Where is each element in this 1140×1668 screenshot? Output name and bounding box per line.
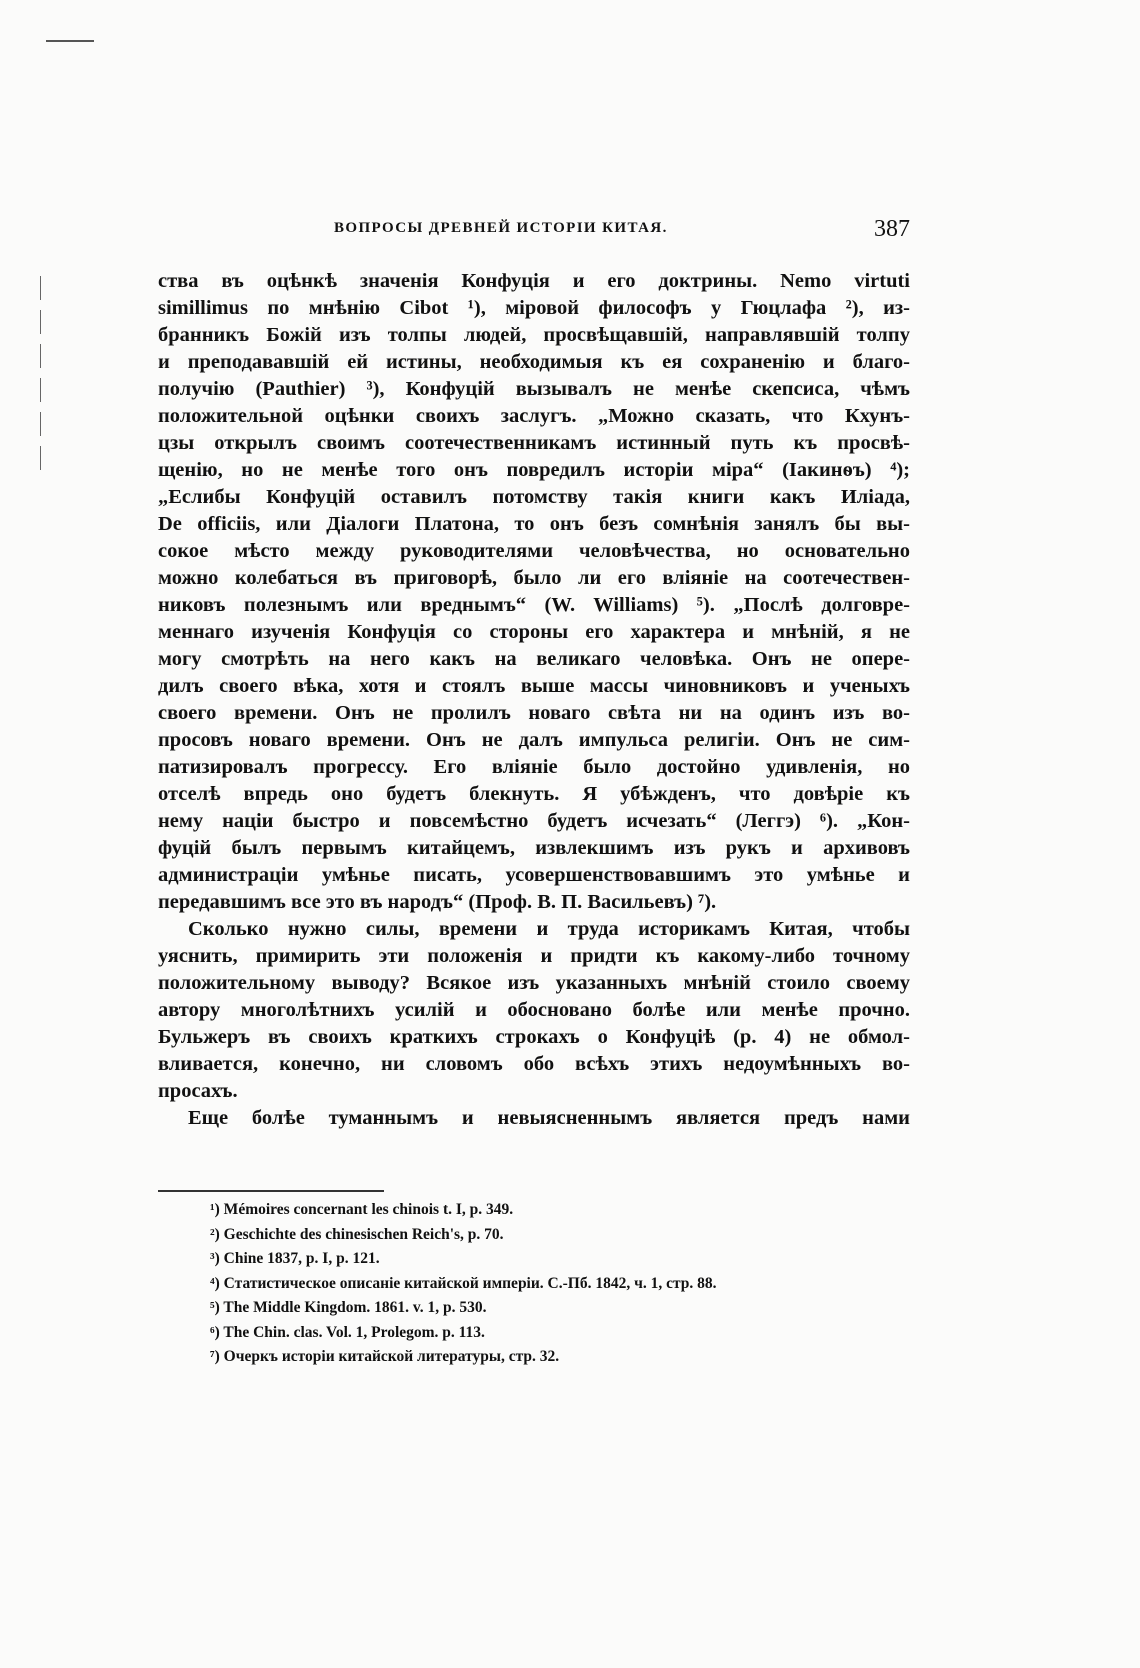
margin-mark [40, 446, 41, 470]
text-line: отселѣ впредь оно будетъ блекнуть. Я убѣжденъ, что довѣріе къ [158, 783, 910, 805]
text-line: просахъ. [158, 1080, 238, 1102]
text-line: уяснить, примирить эти положенія и придти къ какому-либо точному [158, 945, 910, 967]
text-line: сокое мѣсто между руководителями человѣчества, но основательно [158, 540, 910, 562]
text-line: вливается, конечно, ни словомъ обо всѣхъ этихъ недоумѣнныхъ во- [158, 1053, 910, 1075]
text-line: получію (Pauthier) ³), Конфуцій вызывалъ не менѣе скепсиса, чѣмъ [158, 378, 910, 400]
margin-mark [40, 310, 41, 334]
text-line: меннаго изученія Конфуція со стороны его характера и мнѣній, я не [158, 621, 910, 643]
top-rule [46, 40, 94, 42]
text-line: simillimus по мнѣнію Cibot ¹), міровой философъ у Гюцлафа ²), из- [158, 297, 910, 319]
text-line: можно колебаться въ приговорѣ, было ли его вліяніе на соотечествен- [158, 567, 910, 589]
page-number: 387 [874, 216, 910, 242]
margin-mark [40, 412, 41, 436]
text-line: бранникъ Божій изъ толпы людей, просвѣщавшій, направлявшій толпу [158, 324, 910, 346]
margin-mark [40, 344, 41, 368]
text-line: Еще болѣе туманнымъ и невыясненнымъ является предъ нами [188, 1107, 910, 1129]
margin-marks [38, 276, 44, 480]
margin-mark [40, 276, 41, 300]
text-line: положительному выводу? Всякое изъ указанныхъ мнѣній стоило своему [158, 972, 910, 994]
text-line: Сколько нужно силы, времени и труда историкамъ Китая, чтобы [188, 918, 910, 940]
text-line: фуцій былъ первымъ китайцемъ, извлекшимъ изъ рукъ и архивовъ [158, 837, 910, 859]
footnote: ⁴) Статистическое описаніе китайской имперіи. С.-Пб. 1842, ч. 1, стр. 88. [210, 1274, 717, 1292]
text-line: De officiis, или Діалоги Платона, то онъ безъ сомнѣнія занялъ бы вы- [158, 513, 910, 535]
footnote: ⁶) The Chin. clas. Vol. 1, Prolegom. p. 113. [210, 1323, 485, 1341]
footnote: ¹) Mémoires concernant les chinois t. I, p. 349. [210, 1201, 514, 1218]
text-line: своего времени. Онъ не пролилъ новаго свѣта ни на одинъ изъ во- [158, 702, 910, 724]
footnotes [210, 1198, 930, 1370]
footnote: ³) Chine 1837, p. I, p. 121. [210, 1250, 380, 1267]
text-line: щенію, но не менѣе того онъ повредилъ исторіи міра“ (Іакинѳъ) ⁴); [158, 459, 910, 481]
text-line: положительной оцѣнки своихъ заслугъ. „Можно сказать, что Кхунъ- [158, 405, 910, 427]
body-text [158, 268, 910, 1132]
text-line: никовъ полезнымъ или вреднымъ“ (W. Williams) ⁵). „Послѣ долговре- [158, 594, 910, 616]
running-head: ВОПРОСЫ ДРЕВНЕЙ ИСТОРІИ КИТАЯ. [334, 220, 668, 236]
margin-mark [40, 378, 41, 402]
text-line: и преподававшій ей истины, необходимыя къ ея сохраненію и благо- [158, 351, 910, 373]
text-line: Бульжеръ въ своихъ краткихъ строкахъ о Конфуціѣ (р. 4) не обмол- [158, 1026, 910, 1048]
footnote-rule [158, 1190, 384, 1192]
text-line: администраціи умѣнье писать, усовершенствовавшимъ это умѣнье и [158, 864, 910, 886]
text-line: передавшимъ все это въ народъ“ (Проф. В. П. Васильевъ) ⁷). [158, 891, 717, 913]
text-line: автору многолѣтнихъ усилій и обосновано болѣе или менѣе прочно. [158, 999, 910, 1021]
text-line: ства въ оцѣнкѣ значенія Конфуція и его доктрины. Nemo virtuti [158, 270, 910, 292]
text-line: „Еслибы Конфуцій оставилъ потомству такія книги какъ Иліада, [158, 486, 910, 508]
text-line: дилъ своего вѣка, хотя и стоялъ выше массы чиновниковъ и ученыхъ [158, 675, 910, 697]
text-line: нему націи быстро и повсемѣстно будетъ исчезать“ (Леггэ) ⁶). „Кон- [158, 810, 910, 832]
footnote: ⁷) Очеркъ исторіи китайской литературы, стр. 32. [210, 1348, 560, 1365]
text-line: патизировалъ прогрессу. Его вліяніе было достойно удивленія, но [158, 756, 910, 778]
text-line: цзы открылъ своимъ соотечественникамъ истинный путь къ просвѣ- [158, 432, 910, 454]
page-header [334, 216, 910, 246]
footnote: ²) Geschichte des chinesischen Reich's, p. 70. [210, 1225, 504, 1243]
footnote: ⁵) The Middle Kingdom. 1861. v. 1, p. 530. [210, 1299, 487, 1316]
text-line: могу смотрѣть на него какъ на великаго человѣка. Онъ не опере- [158, 648, 910, 670]
text-line: просовъ новаго времени. Онъ не далъ импульса религіи. Онъ не сим- [158, 729, 910, 751]
